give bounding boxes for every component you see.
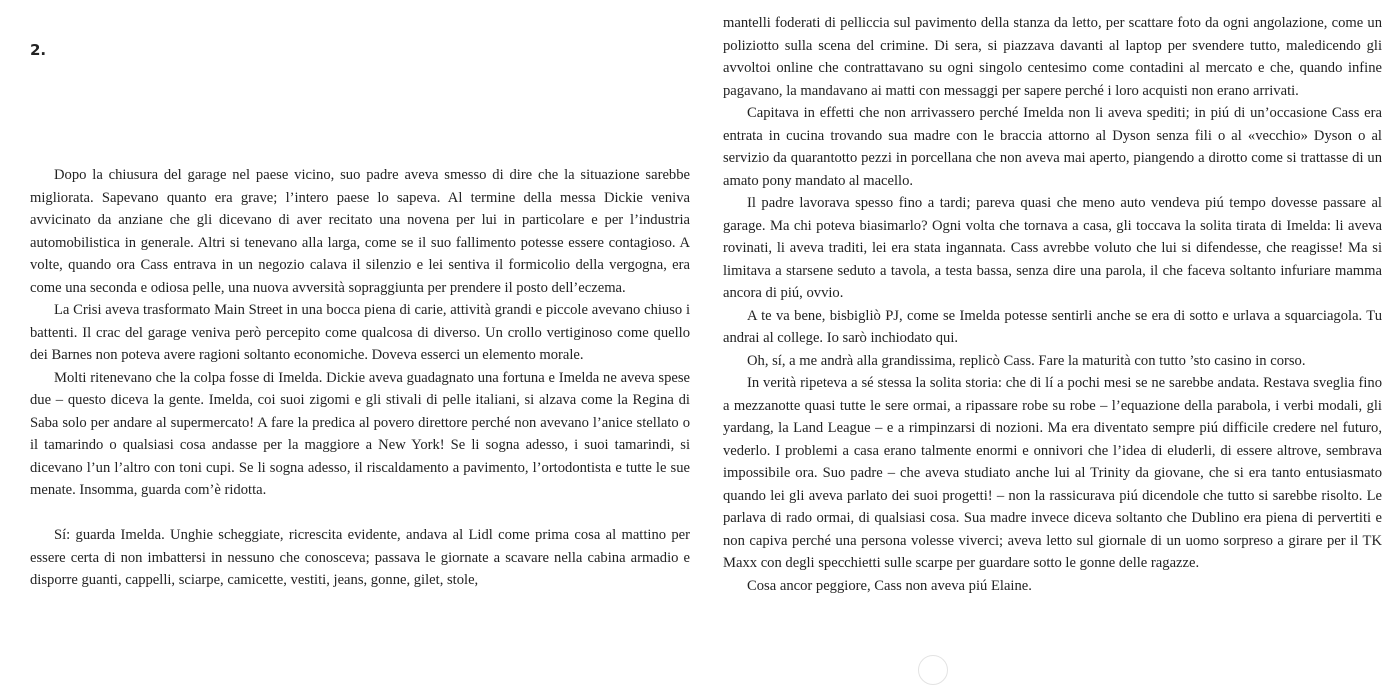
right-page [723, 0, 1382, 662]
circle-button-icon[interactable] [918, 655, 948, 685]
paragraph: Molti ritenevano che la colpa fosse di Imelda. Dickie aveva guadagnato una fortuna e Imelda ne aveva spese due – questo diceva la gente. Imelda, coi suoi zigomi e gli stivali di pelle italiani, si alzava come la Regina di Saba solo per andare al supermercato! A fare la predica al povero direttore perché non avevano l’anice stellato o il tamarindo o qualsiasi cosa andasse per la maggiore a New York! Se li sogna adesso, i suoi tamarindi, si dicevano l’un l’altro con toni cupi. Se li sogna adesso, il riscaldamento a pavimento, l’ortodontista e tutte le sue menate. Insomma, guarda com’è ridotta. [30, 369, 690, 498]
paragraph: La Crisi aveva trasformato Main Street in una bocca piena di carie, attività grandi e piccole avevano chiuso i battenti. Il crac del garage veniva però percepito come qualcosa di diverso. Un crollo vertiginoso come quello dei Barnes non poteva avere ragioni soltanto economiche. Doveva esserci un elemento morale. [30, 302, 690, 363]
left-page [30, 0, 690, 662]
right-page-body [723, 12, 1382, 597]
paragraph: Oh, sí, a me andrà alla grandissima, replicò Cass. Fare la maturità con tutto ’sto casino in corso. [747, 352, 1306, 369]
paragraph-continued: mantelli foderati di pelliccia sul pavimento della stanza da letto, per scattare foto da ogni angolazione, come un poliziotto sulla scena del crimine. Di sera, si piazzava davanti al laptop per svendere tutto, maledicendo gli avvoltoi online che contrattavano su ogni singolo centesimo come contadini al mercato e che, quando infine pagavano, la mandavano ai matti con messaggi per sapere perché i loro acquisti non erano arrivati. [723, 15, 1382, 99]
chapter-number: 2. [30, 41, 47, 59]
paragraph: Cosa ancor peggiore, Cass non aveva piú Elaine. [747, 577, 1032, 594]
left-page-body [30, 164, 690, 592]
section-break [30, 502, 690, 525]
paragraph: Sí: guarda Imelda. Unghie scheggiate, ricrescita evidente, andava al Lidl come prima cosa al mattino per essere certa di non imbattersi in nessuno che conosceva; passava le giornate a scavare nella cabina armadio e disporre guanti, cappelli, sciarpe, camicette, vestiti, jeans, gonne, gilet, stole, [30, 527, 690, 588]
paragraph: Capitava in effetti che non arrivassero perché Imelda non li aveva spediti; in piú di un’occasione Cass era entrata in cucina trovando sua madre con le braccia attorno al Dyson senza fili o al «vecchio» Dyson o al servizio da quarantotto pezzi in porcellana che non aveva mai aperto, piangendo a dirotto come si trattasse di un amato pony mandato al macello. [723, 105, 1382, 189]
paragraph: Dopo la chiusura del garage nel paese vicino, suo padre aveva smesso di dire che la situazione sarebbe migliorata. Sapevano quanto era grave; l’intero paese lo sapeva. Al termine della messa Dickie veniva avvicinato da anziane che gli dicevano di aver recitato una novena per lui in particolare e per l’industria automobilistica in generale. Altri si tenevano alla larga, come se il suo fallimento potesse essere contagioso. A volte, quando ora Cass entrava in un negozio calava il silenzio e lei sentiva il formicolio della vergogna, era come una seconda e odiosa pelle, una nuova avversità sopraggiunta per prendere il posto dell’eczema. [30, 167, 690, 296]
paragraph: A te va bene, bisbigliò PJ, come se Imelda potesse sentirli anche se era di sotto e urlava a squarciagola. Tu andrai al college. Io sarò inchiodato qui. [723, 307, 1382, 346]
paragraph: Il padre lavorava spesso fino a tardi; pareva quasi che meno auto vendeva piú tempo dovesse passare al garage. Ma chi poteva biasimarlo? Ogni volta che tornava a casa, gli toccava la solita tirata di Imelda: li aveva rovinati, li aveva traditi, lei era stata ingannata. Cass avrebbe voluto che lui si difendesse, che reagisse! Ma si limitava a starsene seduto a tavola, a testa bassa, senza dire una parola, il che faceva soltanto infuriare mamma ancora di piú, ovvio. [723, 195, 1382, 301]
paragraph: In verità ripeteva a sé stessa la solita storia: che di lí a pochi mesi se ne sarebbe andata. Restava sveglia fino a mezzanotte quasi tutte le sere ormai, a ripassare robe su robe – l’equazione della parabola, i verbi modali, gli yardang, la Land League – e a rimpinzarsi di nozioni. Ma era diventato sempre piú difficile credere nel futuro, vederlo. I problemi a casa erano talmente enormi e onnivori che l’idea di eluderli, di essere altrove, sembrava impossibile ora. Suo padre – che aveva studiato anche lui al Trinity da giovane, che si era tanto entusiasmato quando lei gli aveva parlato dei suoi progetti! – non la rassicurava piú dicendole che tutto si sarebbe risolto. Le parlava di rado ormai, di qualsiasi cosa. Sua madre invece diceva soltanto che Dublino era piena di pervertiti e non capiva perché una persona volesse viverci; aveva letto sul giornale di un uomo sorpreso a girare per il TK Maxx con degli specchietti sulle scarpe per guardare sotto le gonne delle ragazze. [723, 375, 1382, 571]
